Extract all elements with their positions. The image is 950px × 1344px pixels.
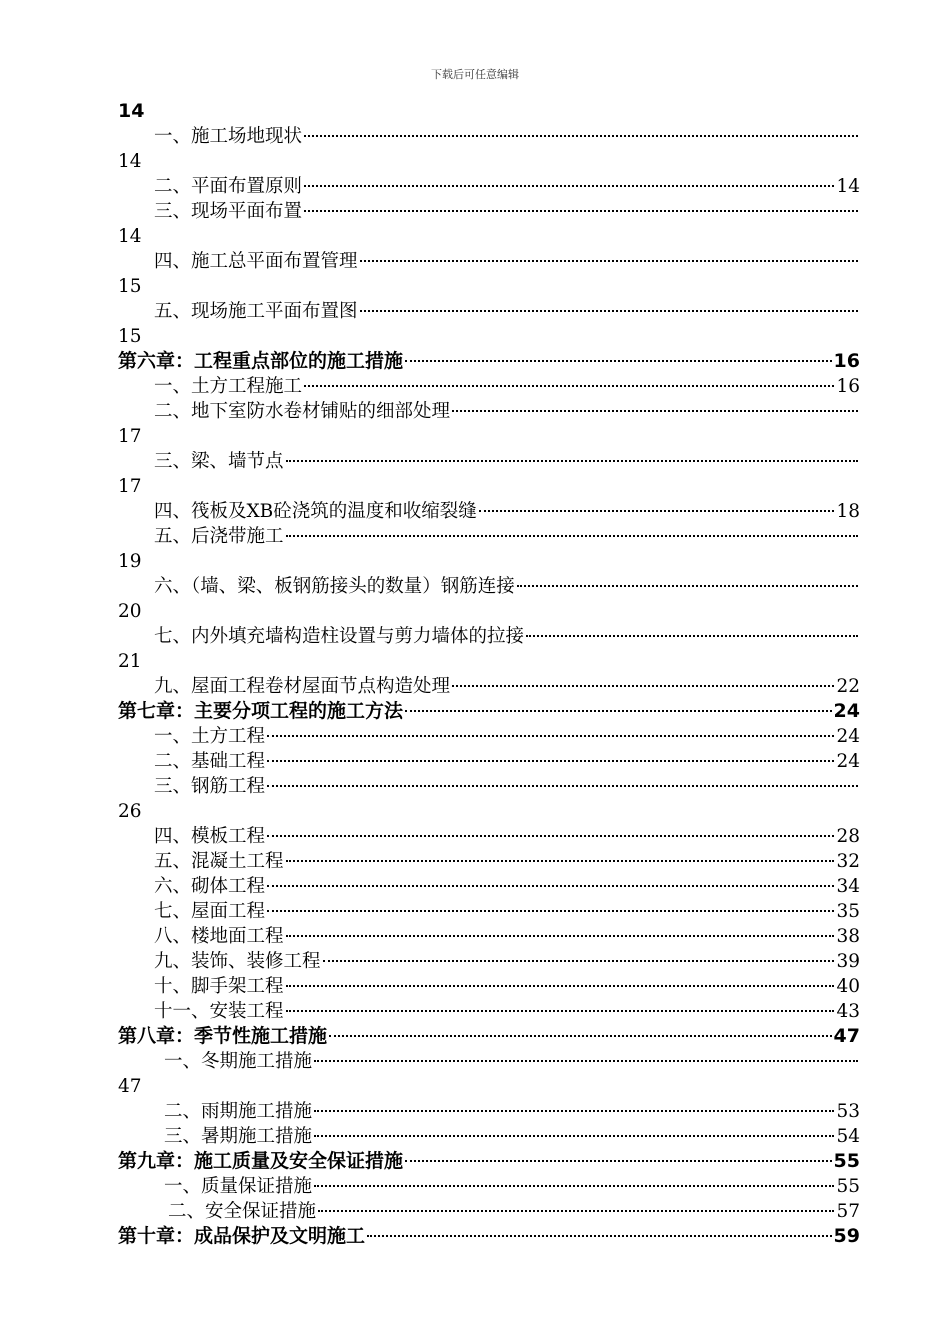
toc-entry-title: 七、内外填充墙构造柱设置与剪力墙体的拉接 [154,626,525,647]
toc-entry-title: 四、施工总平面布置管理 [154,251,358,272]
table-of-contents [118,99,860,1249]
toc-section-entry[interactable] [118,924,860,949]
toc-entry-title: 三、钢筋工程 [154,776,266,797]
toc-section-entry[interactable] [118,1099,860,1124]
toc-chapter-entry[interactable] [118,1024,860,1049]
toc-section-entry[interactable] [118,399,860,424]
toc-section-entry[interactable] [118,499,860,524]
toc-page-number: 39 [836,951,860,972]
toc-section-entry[interactable] [118,1124,860,1149]
toc-wrapped-page-number: 19 [118,551,142,572]
toc-leader-dots [314,1059,858,1062]
toc-section-entry[interactable] [118,999,860,1024]
toc-page-number: 28 [836,826,860,847]
toc-section-entry[interactable] [118,124,860,149]
toc-entry-title: 三、暑期施工措施 [164,1126,313,1147]
toc-leader-dots [517,584,858,587]
toc-page-number: 24 [833,700,860,722]
toc-leader-dots [286,984,835,987]
toc-leader-dots [267,734,834,737]
toc-leader-dots [304,384,834,387]
toc-section-entry[interactable] [118,1199,860,1224]
toc-wrapped-page-number: 17 [118,426,142,447]
toc-page-number: 16 [836,376,860,397]
toc-chapter-entry[interactable] [118,349,860,374]
toc-entry-title: 七、屋面工程 [154,901,266,922]
toc-entry-title: 九、装饰、装修工程 [154,951,321,972]
toc-wrapped-page-number: 17 [118,476,142,497]
toc-chapter-entry[interactable] [118,1149,860,1174]
toc-leader-dots [304,134,858,137]
toc-entry-title: 六、砌体工程 [154,876,266,897]
toc-leader-dots [286,1009,835,1012]
toc-leader-dots [405,1159,832,1162]
toc-section-entry[interactable] [118,249,860,274]
toc-page-number: 16 [833,350,860,372]
toc-leader-dots [314,1109,834,1112]
toc-entry-title: 五、现场施工平面布置图 [154,301,358,322]
toc-section-entry[interactable] [118,674,860,699]
toc-entry-title: 二、地下室防水卷材铺贴的细部处理 [154,401,451,422]
toc-section-entry[interactable] [118,374,860,399]
toc-entry-title: 五、混凝土工程 [154,851,284,872]
toc-leader-dots [405,709,832,712]
toc-entry-title: 一、质量保证措施 [164,1176,313,1197]
toc-entry-title: 十一、安装工程 [154,1001,284,1022]
toc-entry-title: 一、土方工程施工 [154,376,303,397]
toc-page-number: 55 [833,1150,860,1172]
toc-wrapped-page-number: 14 [118,151,142,172]
toc-leader-dots [329,1034,832,1037]
toc-leader-dots [360,309,858,312]
toc-page-number: 22 [836,676,860,697]
toc-section-entry[interactable] [118,299,860,324]
toc-leader-dots [267,784,858,787]
toc-entry-title: 二、安全保证措施 [168,1201,317,1222]
toc-leader-dots [405,359,832,362]
toc-leader-dots [267,834,834,837]
toc-wrapped-page-number: 47 [118,1076,142,1097]
toc-section-entry[interactable] [118,724,860,749]
toc-entry-title: 八、楼地面工程 [154,926,284,947]
toc-wrapped-page-number: 14 [118,100,145,122]
toc-entry-title: 三、梁、墙节点 [154,451,284,472]
toc-entry-title: 第七章：主要分项工程的施工方法 [118,700,404,722]
toc-entry-title: 四、模板工程 [154,826,266,847]
toc-page-number: 59 [833,1225,860,1247]
toc-page-number: 24 [836,726,860,747]
toc-entry-title: 一、施工场地现状 [154,126,303,147]
toc-entry-title: 二、基础工程 [154,751,266,772]
toc-wrapped-page-number: 14 [118,226,142,247]
toc-section-entry[interactable] [118,174,860,199]
toc-leader-dots [286,859,835,862]
toc-section-entry[interactable] [118,749,860,774]
toc-leader-dots [479,509,835,512]
toc-section-entry[interactable] [118,1174,860,1199]
toc-leader-dots [304,209,858,212]
toc-entry-title: 四、筏板及XB砼浇筑的温度和收缩裂缝 [154,501,477,522]
toc-page-number: 47 [833,1025,860,1047]
toc-leader-dots [304,184,834,187]
toc-wrapped-page-number: 15 [118,326,142,347]
toc-page-number: 53 [836,1101,860,1122]
toc-entry-title: 第九章：施工质量及安全保证措施 [118,1150,404,1172]
toc-wrapped-page-number: 21 [118,651,142,672]
toc-leader-dots [323,959,835,962]
toc-wrapped-page-number: 26 [118,801,142,822]
toc-section-entry[interactable] [118,624,860,649]
toc-page-number: 54 [836,1126,860,1147]
toc-wrapped-page-number: 15 [118,276,142,297]
toc-page-number: 32 [836,851,860,872]
toc-section-entry[interactable] [118,524,860,549]
toc-leader-dots [286,459,858,462]
toc-page-number: 38 [836,926,860,947]
toc-section-entry[interactable] [118,199,860,224]
toc-section-entry[interactable] [118,849,860,874]
toc-entry-title: 三、现场平面布置 [154,201,303,222]
toc-entry-title: 十、脚手架工程 [154,976,284,997]
toc-section-entry[interactable] [118,874,860,899]
toc-page-number: 55 [836,1176,860,1197]
toc-leader-dots [286,534,858,537]
toc-leader-dots [318,1209,834,1212]
toc-leader-dots [314,1184,834,1187]
toc-leader-dots [267,884,834,887]
toc-page-number: 24 [836,751,860,772]
toc-section-entry[interactable] [118,774,860,799]
page-header: 下载后可任意编辑 [431,68,519,81]
toc-page-number: 40 [836,976,860,997]
toc-leader-dots [314,1134,834,1137]
toc-leader-dots [267,759,834,762]
toc-page-number: 34 [836,876,860,897]
toc-entry-title: 二、平面布置原则 [154,176,303,197]
toc-entry-title: 五、后浇带施工 [154,526,284,547]
toc-leader-dots [452,409,858,412]
toc-chapter-entry[interactable] [118,1224,860,1249]
toc-entry-title: 二、雨期施工措施 [164,1101,313,1122]
toc-page-number: 18 [836,501,860,522]
toc-section-entry[interactable] [118,899,860,924]
toc-leader-dots [267,909,834,912]
toc-entry-title: 第十章：成品保护及文明施工 [118,1225,366,1247]
toc-section-entry[interactable] [118,974,860,999]
toc-page-number: 35 [836,901,860,922]
toc-leader-dots [367,1234,832,1237]
toc-section-entry[interactable] [118,949,860,974]
toc-leader-dots [360,259,858,262]
toc-entry-title: 六、（墙、梁、板钢筋接头的数量）钢筋连接 [154,576,515,597]
toc-entry-title: 第六章：工程重点部位的施工措施 [118,350,404,372]
toc-chapter-entry[interactable] [118,699,860,724]
toc-section-entry[interactable] [118,574,860,599]
toc-leader-dots [452,684,834,687]
toc-page-number: 14 [836,176,860,197]
toc-page-number: 43 [836,1001,860,1022]
toc-entry-title: 第八章：季节性施工措施 [118,1025,328,1047]
toc-section-entry[interactable] [118,824,860,849]
toc-section-entry[interactable] [118,1049,860,1074]
toc-entry-title: 一、土方工程 [154,726,266,747]
toc-wrapped-page-number: 20 [118,601,142,622]
toc-page-number: 57 [836,1201,860,1222]
toc-section-entry[interactable] [118,449,860,474]
toc-entry-title: 一、冬期施工措施 [164,1051,313,1072]
toc-leader-dots [286,934,835,937]
toc-entry-title: 九、屋面工程卷材屋面节点构造处理 [154,676,451,697]
toc-leader-dots [526,634,858,637]
